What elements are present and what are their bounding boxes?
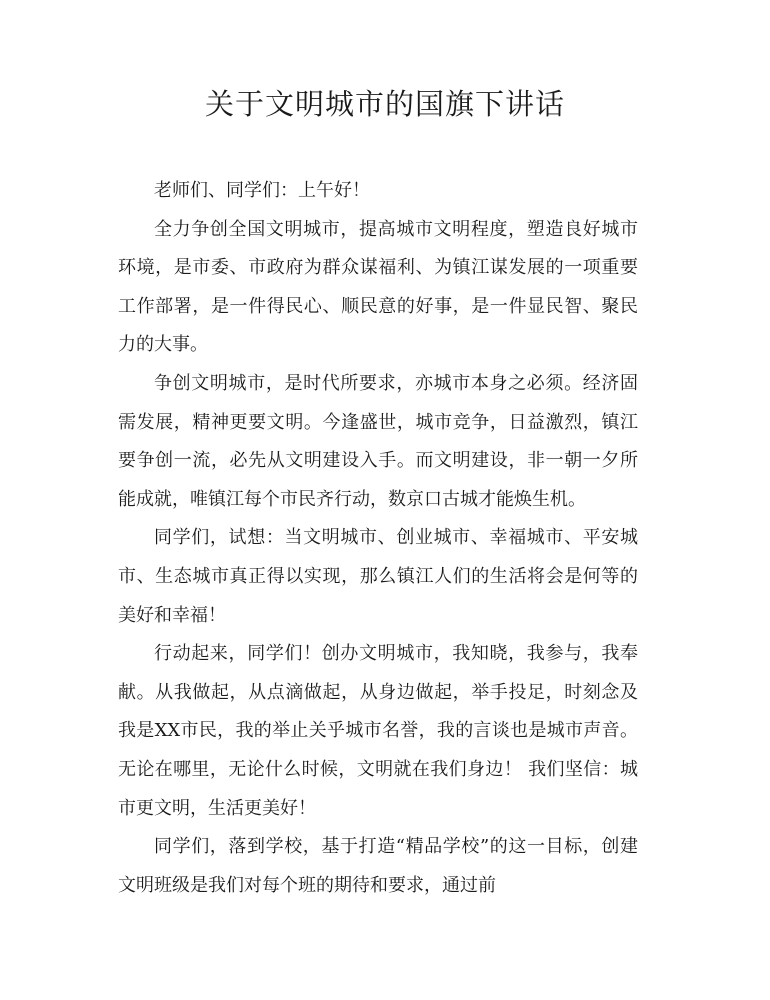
document-body [118,172,638,905]
paragraph-4: 行动起来，同学们！创办文明城市，我知晓，我参与，我奉献。从我做起，从点滴做起，从身边做起，举手投足，时刻念及我是XX市民，我的举止关乎城市名誉，我的言谈也是城市声音。无论在哪里，无论什么时候，文明就在我们身边！ 我们坚信：城市更文明，生活更美好！ [118,643,638,819]
paragraph-greeting: 老师们、同学们：上午好！ [154,180,370,201]
paragraph-5: 同学们，落到学校，基于打造“精品学校”的这一目标，创建文明班级是我们对每个班的期待和要求，通过前 [118,836,638,896]
paragraph-3: 同学们，试想：当文明城市、创业城市、幸福城市、平安城市、生态城市真正得以实现，那么镇江人们的生活将会是何等的美好和幸福！ [118,527,638,626]
paragraph-1: 全力争创全国文明城市，提高城市文明程度，塑造良好城市环境，是市委、市政府为群众谋福利、为镇江谋发展的一项重要工作部署，是一件得民心、顺民意的好事，是一件显民智、聚民力的大事。 [118,218,638,356]
paragraph-2: 争创文明城市，是时代所要求，亦城市本身之必须。经济固需发展，精神更要文明。今逢盛世，城市竞争，日益激烈，镇江要争创一流，必先从文明建设入手。而文明建设，非一朝一夕所能成就，唯镇江每个市民齐行动，数京口古城才能焕生机。 [118,372,638,510]
document-title: 关于文明城市的国旗下讲话 [204,87,565,121]
